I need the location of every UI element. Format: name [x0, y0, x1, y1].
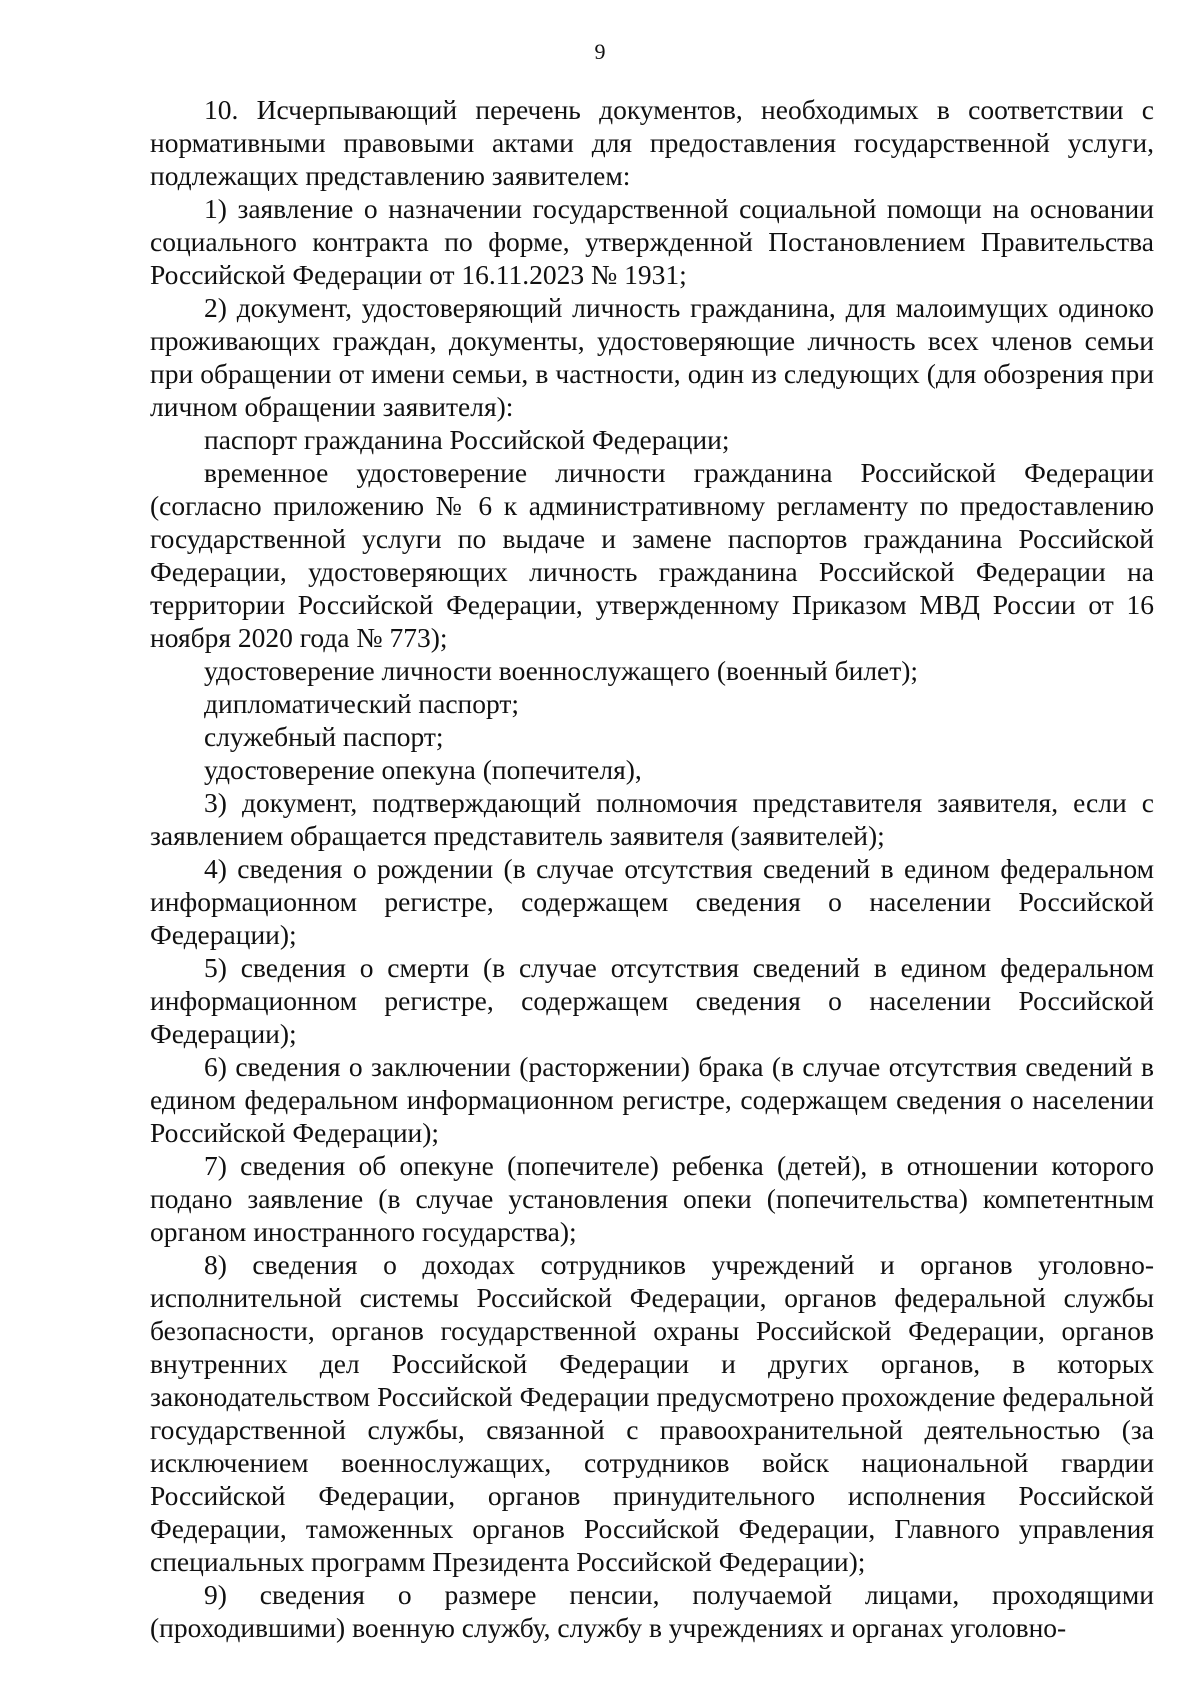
- list-item-temporary-id: временное удостоверение личности гражданина Российской Федерации (согласно приложению № 6 к административному регламенту по предоставлению государственной услуги по выдаче и замене паспортов гражданина Российской Федерации, удостоверяющих личность гражданина Российской Федерации на территории Российской Федерации, утвержденному Приказом МВД России от 16 ноября 2020 года № 773);: [150, 457, 1154, 653]
- paragraph-subitem-1: 1) заявление о назначении государственной социальной помощи на основании социального контракта по форме, утвержденной Постановлением Правительства Российской Федерации от 16.11.2023 № 1931;: [150, 193, 1154, 290]
- paragraph-subitem-7: 7) сведения об опекуне (попечителе) ребенка (детей), в отношении которого подано заявление (в случае установления опеки (попечительства) компетентным органом иностранного государства);: [150, 1150, 1154, 1247]
- paragraph-subitem-2: 2) документ, удостоверяющий личность гражданина, для малоимущих одиноко проживающих граждан, документы, удостоверяющие личность всех членов семьи при обращении от имени семьи, в частности, один из следующих (для обозрения при личном обращении заявителя):: [150, 292, 1154, 422]
- list-item-passport: паспорт гражданина Российской Федерации;: [204, 424, 730, 455]
- list-item-military-id: удостоверение личности военнослужащего (военный билет);: [204, 655, 919, 686]
- paragraph-item-10-heading: 10. Исчерпывающий перечень документов, необходимых в соответствии с нормативными правовыми актами для предоставления государственной услуги, подлежащих представлению заявителем:: [150, 94, 1154, 191]
- document-body: [150, 93, 1154, 1644]
- paragraph-subitem-6: 6) сведения о заключении (расторжении) брака (в случае отсутствия сведений в едином федеральном информационном регистре, содержащем сведения о населении Российской Федерации);: [150, 1051, 1154, 1148]
- list-item-service-passport: служебный паспорт;: [204, 721, 444, 752]
- paragraph-subitem-5: 5) сведения о смерти (в случае отсутствия сведений в едином федеральном информационном регистре, содержащем сведения о населении Российской Федерации);: [150, 952, 1154, 1049]
- paragraph-subitem-8: 8) сведения о доходах сотрудников учреждений и органов уголовно-исполнительной системы Российской Федерации, органов федеральной службы безопасности, органов государственной охраны Российской Федерации, органов внутренних дел Российской Федерации и других органов, в которых законодательством Российской Федерации предусмотрено прохождение федеральной государственной службы, связанной с правоохранительной деятельностью (за исключением военнослужащих, сотрудников войск национальной гвардии Российской Федерации, органов принудительного исполнения Российской Федерации, таможенных органов Российской Федерации, Главного управления специальных программ Президента Российской Федерации);: [150, 1249, 1154, 1577]
- list-item-guardian-id: удостоверение опекуна (попечителя),: [204, 754, 642, 785]
- paragraph-subitem-3: 3) документ, подтверждающий полномочия представителя заявителя, если с заявлением обращается представитель заявителя (заявителей);: [150, 787, 1154, 851]
- paragraph-subitem-4: 4) сведения о рождении (в случае отсутствия сведений в едином федеральном информационном регистре, содержащем сведения о населении Российской Федерации);: [150, 853, 1154, 950]
- paragraph-subitem-9: 9) сведения о размере пенсии, получаемой лицами, проходящими (проходившими) военную службу, службу в учреждениях и органах уголовно-: [150, 1579, 1154, 1643]
- list-item-diplomatic-passport: дипломатический паспорт;: [204, 688, 520, 719]
- page-number: 9: [594, 39, 606, 64]
